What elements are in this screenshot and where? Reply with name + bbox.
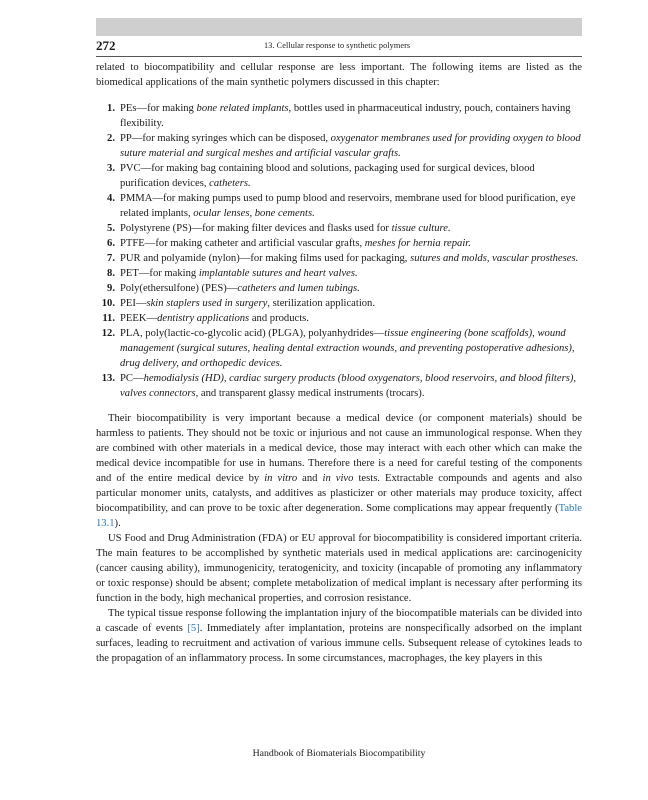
item-italic: meshes for hernia repair. — [364, 238, 471, 249]
intro-paragraph: related to biocompatibility and cellular response are less important. The following items are listed as the biomedical applications of the main synthetic polymers discussed in this chapter: — [96, 62, 582, 88]
page-body — [96, 60, 582, 666]
list-item — [96, 251, 582, 266]
list-item — [96, 101, 582, 131]
tissue-response-paragraph: The typical tissue response following the implantation injury of the biocompatible materials can be divided into a cascade of events [5]. Immediately after implantation, proteins are nonspecifically adsorbed on the implant surfaces, leading to recruitment and activation of various immune cells. Subsequent release of cytokines leads to the propagation of an inflammatory process. In some circumstances, macrophages, the key players in this — [96, 608, 582, 664]
item-text: Poly(ethersulfone) (PES)— — [120, 283, 238, 294]
item-italic: skin staplers used in surgery — [146, 298, 268, 309]
applications-list — [96, 101, 582, 401]
item-italic: implantable sutures and heart valves. — [198, 268, 358, 279]
item-number: 5. — [107, 223, 115, 234]
item-tail: , and transparent glassy medical instruments (trocars). — [195, 388, 425, 399]
list-item — [96, 326, 582, 371]
item-tail: , bottles used in pharmaceutical industry, pouch, containers having flexibility. — [120, 103, 571, 129]
item-italic: oxygenator membranes used for providing oxygen to blood suture material and surgical meshes and artificial vascular grafts. — [120, 133, 581, 159]
item-text: Polystyrene (PS)—for making filter devices and flasks used for — [120, 223, 392, 234]
item-text: PP—for making syringes which can be disposed, — [120, 133, 331, 144]
item-text: PTFE—for making catheter and artificial vascular grafts, — [120, 238, 365, 249]
item-text: PEs—for making — [120, 103, 197, 114]
item-italic: bone related implants — [196, 103, 289, 114]
item-tail: , sterilization application. — [267, 298, 375, 309]
item-number: 13. — [101, 373, 115, 384]
item-number: 2. — [107, 133, 115, 144]
item-number: 7. — [107, 253, 115, 264]
item-number: 3. — [107, 163, 115, 174]
item-italic: tissue culture. — [391, 223, 451, 234]
item-text: PC— — [120, 373, 144, 384]
item-text: PLA, poly(lactic-co-glycolic acid) (PLGA), polyanhydrides— — [120, 328, 385, 339]
item-number: 11. — [102, 313, 115, 324]
table-reference-link[interactable]: Table 13.1 — [96, 503, 582, 529]
list-item — [96, 161, 582, 191]
item-italic: dentistry applications — [157, 313, 250, 324]
list-item — [96, 371, 582, 401]
list-item — [96, 236, 582, 251]
item-italic: tissue engineering (bone scaffolds), wound management (surgical sutures, healing dental extraction wounds, and preventing postoperative adhesions), drug delivery, and orthopedic devices. — [120, 328, 575, 369]
list-item — [96, 191, 582, 221]
list-item — [96, 296, 582, 311]
list-item — [96, 131, 582, 161]
item-text: PEEK— — [120, 313, 158, 324]
page-header — [96, 38, 582, 57]
running-head: 13. Cellular response to synthetic polymers — [264, 41, 411, 50]
item-italic: catheters. — [209, 178, 251, 189]
list-item — [96, 221, 582, 236]
item-number: 9. — [107, 283, 115, 294]
item-text: PMMA—for making pumps used to pump blood and reservoirs, membrane used for blood purification, eye related implants, — [120, 193, 576, 219]
item-number: 1. — [107, 103, 115, 114]
citation-link[interactable]: [5] — [187, 623, 200, 634]
header-band — [96, 18, 582, 36]
item-text: PEI— — [120, 298, 147, 309]
item-number: 8. — [107, 268, 115, 279]
item-number: 10. — [101, 298, 115, 309]
item-tail: and products. — [249, 313, 309, 324]
list-item — [96, 281, 582, 296]
biocompatibility-paragraph: Their biocompatibility is very important because a medical device (or component materials) should be harmless to patients. They should not be toxic or injurious and not cause an immunological response. When they are combined with other materials in a medical device, those may interact with each other which can make the medical device incompatible for use in humans. Therefore there is a need for careful testing of the components and of the entire medical device by in vitro and in vivo tests. Extractable compounds and agents and also particular monomer units, catalysts, and additives as plasticizer or other materials may produce toxicity, affect biocompatibility, and can prove to be toxic after degeneration. Some complications may appear frequently (Table 13.1). — [96, 413, 582, 529]
page-footer: Handbook of Biomaterials Biocompatibility — [252, 748, 426, 759]
page-number: 272 — [96, 38, 116, 53]
item-italic: hemodialysis (HD), cardiac surgery products (blood oxygenators, blood reservoirs, and blood filters), valves connectors — [120, 373, 576, 399]
item-italic: ocular lenses, bone cements. — [193, 208, 315, 219]
item-italic: catheters and lumen tubings. — [237, 283, 360, 294]
list-item — [96, 266, 582, 281]
item-number: 12. — [101, 328, 115, 339]
item-text: PUR and polyamide (nylon)—for making films used for packaging, — [120, 253, 411, 264]
fda-approval-paragraph: US Food and Drug Administration (FDA) or EU approval for biocompatibility is considered important criteria. The main features to be accomplished by synthetic materials used in medical applications are: carcinogenicity (cancer causing ability), immunogenicity, teratogenicity, and toxicity (incapable of promoting any inflammatory or toxic response) should be absent; complete metabolization of medical implant is necessary after performing its function in the body, high mechanical properties, and corrosion resistance. — [96, 533, 582, 604]
item-number: 6. — [107, 238, 115, 249]
item-number: 4. — [107, 193, 115, 204]
item-text: PVC—for making bag containing blood and solutions, packaging used for surgical devices, blood purification devices, — [120, 163, 535, 189]
item-italic: sutures and molds, vascular prostheses. — [410, 253, 579, 264]
list-item — [96, 311, 582, 326]
item-text: PET—for making — [120, 268, 199, 279]
